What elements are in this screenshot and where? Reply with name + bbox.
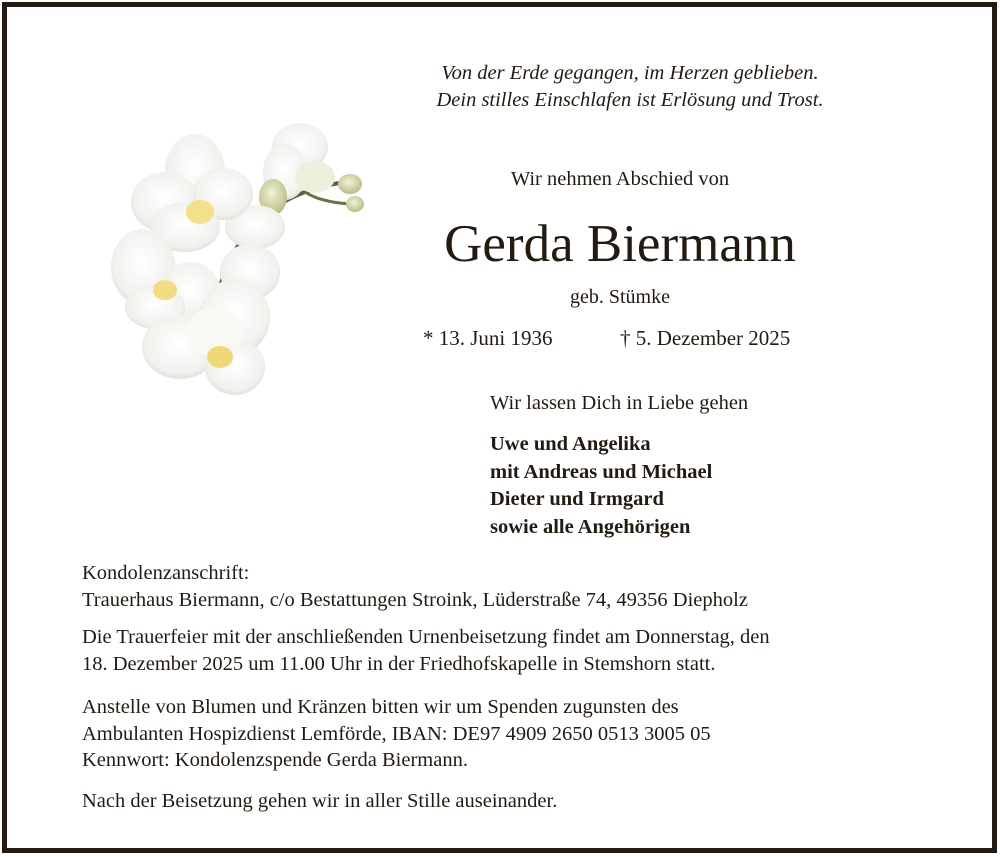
mourner-line: Dieter und Irmgard <box>490 488 664 510</box>
motto <box>360 60 900 114</box>
farewell-text: Wir lassen Dich in Liebe gehen <box>490 392 749 414</box>
deceased-name: Gerda Biermann <box>444 215 796 273</box>
mourner-line: mit Andreas und Michael <box>490 460 713 483</box>
intro-text: Wir nehmen Abschied von <box>510 168 730 190</box>
mourners-list <box>490 431 712 541</box>
donation-info <box>82 694 942 774</box>
ceremony-line-1: Die Trauerfeier mit der anschließenden Urnenbeisetzung findet am Donnerstag, den <box>82 626 770 648</box>
donation-line-1: Anstelle von Blumen und Kränzen bitten wir um Spenden zugunsten des <box>82 696 679 718</box>
donation-line-3: Kennwort: Kondolenzspende Gerda Biermann. <box>82 749 468 771</box>
condolence-address-line: Trauerhaus Biermann, c/o Bestattungen Stroink, Lüderstraße 74, 49356 Diepholz <box>82 588 748 611</box>
ceremony-line-2: 18. Dezember 2025 um 11.00 Uhr in der Friedhofskapelle in Stemshorn statt. <box>82 652 716 675</box>
donation-line-2: Ambulanten Hospizdienst Lemförde, IBAN: DE97 4909 2650 0513 3005 05 <box>82 722 711 745</box>
mourner-line: sowie alle Angehörigen <box>490 515 691 538</box>
ceremony-info <box>82 624 942 677</box>
mourner-line: Uwe und Angelika <box>490 433 651 455</box>
condolence-label: Kondolenzanschrift: <box>82 562 250 584</box>
white-orchid-icon <box>105 122 370 400</box>
maiden-name: geb. Stümke <box>570 286 670 308</box>
condolence-address <box>82 560 942 613</box>
motto-line-2: Dein stilles Einschlafen ist Erlösung und Trost. <box>436 89 824 111</box>
motto-line-1: Von der Erde gegangen, im Herzen geblieben. <box>441 62 819 84</box>
death-date: † 5. Dezember 2025 <box>620 326 791 350</box>
birth-date: * 13. Juni 1936 <box>423 326 553 350</box>
closing-text: Nach der Beisetzung gehen wir in aller Stille auseinander. <box>82 790 558 812</box>
